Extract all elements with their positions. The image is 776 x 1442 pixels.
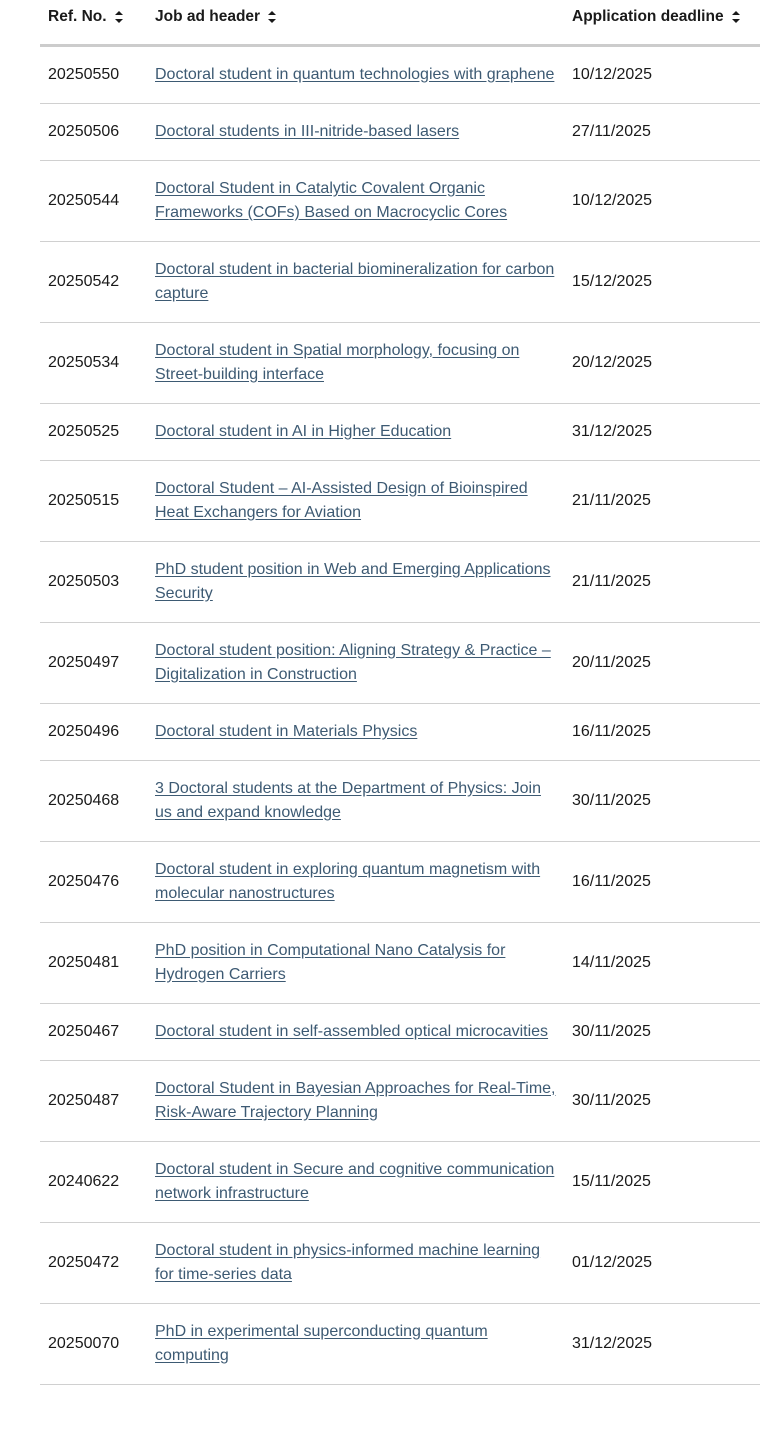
table-row (40, 703, 760, 760)
job-title-cell (147, 1303, 564, 1384)
ref-number: 20250534 (40, 322, 147, 403)
deadline: 20/12/2025 (564, 322, 760, 403)
ref-number: 20250542 (40, 241, 147, 322)
deadline: 16/11/2025 (564, 841, 760, 922)
table-row (40, 622, 760, 703)
job-title-link[interactable]: Doctoral student in bacterial biomineralization for carbon capture (155, 260, 555, 302)
job-title-link[interactable]: PhD student position in Web and Emerging Applications Security (155, 560, 551, 602)
deadline: 27/11/2025 (564, 103, 760, 160)
deadline: 15/12/2025 (564, 241, 760, 322)
job-title-cell (147, 841, 564, 922)
job-title-cell (147, 322, 564, 403)
ref-number: 20240622 (40, 1141, 147, 1222)
sort-title-header[interactable]: Job ad header (147, 0, 564, 45)
ref-number: 20250467 (40, 1003, 147, 1060)
job-table (40, 0, 760, 1385)
job-title-link[interactable]: Doctoral student in exploring quantum magnetism with molecular nanostructures (155, 860, 541, 902)
ref-number: 20250487 (40, 1060, 147, 1141)
deadline: 30/11/2025 (564, 1003, 760, 1060)
job-title-link[interactable]: Doctoral student in quantum technologies with graphene (155, 65, 555, 83)
job-title-link[interactable]: 3 Doctoral students at the Department of Physics: Join us and expand knowledge (155, 779, 541, 821)
table-row (40, 760, 760, 841)
job-title-link[interactable]: Doctoral Student – AI-Assisted Design of Bioinspired Heat Exchangers for Aviation (155, 479, 528, 521)
table-row (40, 1141, 760, 1222)
table-row (40, 541, 760, 622)
ref-number: 20250550 (40, 45, 147, 103)
job-title-cell (147, 1141, 564, 1222)
ref-number: 20250496 (40, 703, 147, 760)
job-title-link[interactable]: PhD position in Computational Nano Catalysis for Hydrogen Carriers (155, 941, 506, 983)
table-row (40, 45, 760, 103)
job-title-link[interactable]: Doctoral Student in Catalytic Covalent Organic Frameworks (COFs) Based on Macrocyclic Cores (155, 179, 508, 221)
job-title-cell (147, 541, 564, 622)
deadline: 14/11/2025 (564, 922, 760, 1003)
deadline: 10/12/2025 (564, 160, 760, 241)
sort-icon (115, 11, 123, 23)
job-title-link[interactable]: Doctoral student in self-assembled optical microcavities (155, 1022, 549, 1040)
table-row (40, 460, 760, 541)
deadline: 31/12/2025 (564, 1303, 760, 1384)
ref-number: 20250544 (40, 160, 147, 241)
deadline: 20/11/2025 (564, 622, 760, 703)
deadline: 15/11/2025 (564, 1141, 760, 1222)
sort-deadline-header[interactable]: Application deadline (564, 0, 760, 45)
job-title-cell (147, 760, 564, 841)
sort-ref-header[interactable]: Ref. No. (40, 0, 147, 45)
job-title-cell (147, 622, 564, 703)
job-title-link[interactable]: Doctoral Student in Bayesian Approaches for Real-Time, Risk-Aware Trajectory Planning (155, 1079, 556, 1121)
table-row (40, 1222, 760, 1303)
deadline: 21/11/2025 (564, 460, 760, 541)
ref-number: 20250506 (40, 103, 147, 160)
deadline: 21/11/2025 (564, 541, 760, 622)
job-title-cell (147, 160, 564, 241)
table-header-row (40, 0, 760, 45)
job-title-link[interactable]: Doctoral student in Secure and cognitive communication network infrastructure (155, 1160, 555, 1202)
deadline: 31/12/2025 (564, 403, 760, 460)
ref-number: 20250468 (40, 760, 147, 841)
job-title-link[interactable]: Doctoral student in Spatial morphology, focusing on Street-building interface (155, 341, 520, 383)
job-title-cell (147, 922, 564, 1003)
ref-number: 20250070 (40, 1303, 147, 1384)
deadline: 01/12/2025 (564, 1222, 760, 1303)
job-title-cell (147, 241, 564, 322)
table-row (40, 1003, 760, 1060)
job-title-cell (147, 45, 564, 103)
sort-icon (732, 11, 740, 23)
ref-number: 20250476 (40, 841, 147, 922)
job-title-cell (147, 403, 564, 460)
table-row (40, 1060, 760, 1141)
ref-number: 20250525 (40, 403, 147, 460)
deadline: 30/11/2025 (564, 1060, 760, 1141)
ref-number: 20250497 (40, 622, 147, 703)
table-row (40, 241, 760, 322)
ref-number: 20250481 (40, 922, 147, 1003)
ref-number: 20250503 (40, 541, 147, 622)
job-title-link[interactable]: Doctoral students in III-nitride-based lasers (155, 122, 460, 140)
sort-icon (268, 11, 276, 23)
job-title-cell (147, 703, 564, 760)
table-row (40, 403, 760, 460)
job-title-link[interactable]: PhD in experimental superconducting quantum computing (155, 1322, 488, 1364)
job-title-cell (147, 1003, 564, 1060)
job-title-link[interactable]: Doctoral student in AI in Higher Education (155, 422, 452, 440)
deadline: 30/11/2025 (564, 760, 760, 841)
job-title-cell (147, 460, 564, 541)
deadline: 16/11/2025 (564, 703, 760, 760)
deadline: 10/12/2025 (564, 45, 760, 103)
ref-number: 20250472 (40, 1222, 147, 1303)
ref-number: 20250515 (40, 460, 147, 541)
job-title-link[interactable]: Doctoral student in Materials Physics (155, 722, 418, 740)
table-row (40, 160, 760, 241)
table-row (40, 103, 760, 160)
table-row (40, 922, 760, 1003)
job-title-link[interactable]: Doctoral student position: Aligning Strategy & Practice – Digitalization in Construction (155, 641, 551, 683)
job-title-cell (147, 103, 564, 160)
table-row (40, 1303, 760, 1384)
job-title-link[interactable]: Doctoral student in physics-informed machine learning for time-series data (155, 1241, 541, 1283)
table-row (40, 322, 760, 403)
job-title-cell (147, 1222, 564, 1303)
table-row (40, 841, 760, 922)
job-title-cell (147, 1060, 564, 1141)
